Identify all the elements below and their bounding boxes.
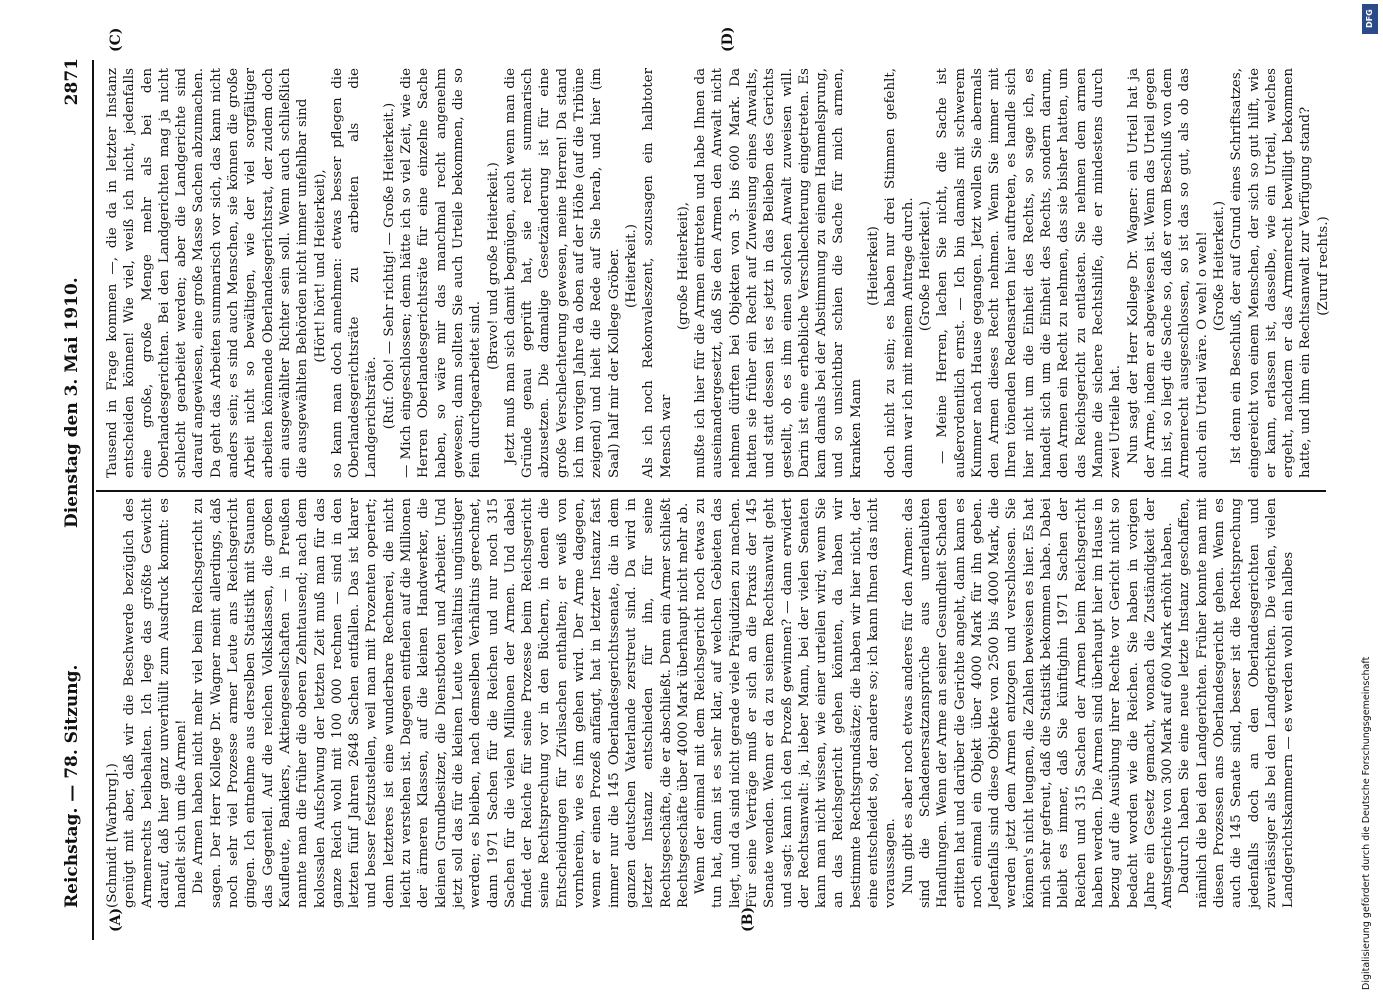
paragraph: (Schmidt [Warburg].) [105,763,120,908]
paragraph: Tausend in Frage kommen —, die da in letzter Instanz entscheiden können! Wie viel, weiß ich nicht, jedenfalls eine große, große Menge mehr als bei den Oberlandesgerichten. Bei den Landgerichten mag ja nicht schlecht gearbeitet werden; aber die Landgerichte sind darauf angewiesen, eine große Masse Sachen abzumachen. Da geht das Arbeiten summarisch vor sich, das kann nicht anders sein; es sind auch Menschen, sie können die große Arbeit nicht so bewältigen, wie der viel sorgfältiger arbeiten könnende Oberlandesgerichtsrat, der zudem doch ein ausgewählter Richter sein soll. Wenn auch schließlich die ausgewählten Behörden nicht immer unfehlbar sind [105,68,311,478]
paragraph: Nun gibt es aber noch etwas anderes für den Armen: das sind die Schadenersatzansprüche aus unerlaubten Handlungen. Wenn der Arme an seiner Gesundheit Schaden erlitten hat und darüber die Gerichte angeht, dann kann es noch einmal ein Objekt über 4000 Mark für ihn geben. Jedenfalls sind diese Objekte von 2500 bis 4000 Mark, die werden jetzt dem Armen entzogen und verschlossen. Sie können's nicht leugnen, die Zahlen beweisen es hier. Es hat mich sehr gefreut, daß die Statistik bekommen habe. Dabei bleibt es immer, daß Sie künftighin 1971 Sachen der Reichen und 315 Sachen der Armen beim Reichsgericht haben werden. Die Armen sind überhaupt hier im Hause in bezug auf die Ausübung ihrer Rechte vor Gericht nicht so bedacht worden wie die Reichen. Sie haben in vorigen Jahre ein Gesetz gemacht, wonach die Zuständigkeit der Amtsgerichte von 300 Mark auf 600 Mark erhöht haben. [900,498,1176,908]
margin-marker-a: (A) [108,907,124,932]
dfg-logo: DFG [1362,4,1378,34]
interjection: (Große Heiterkeit.) [917,200,933,332]
paragraph: Als ich noch Rekonvaleszent, sozusagen ein halbtoter Mensch war [641,68,674,478]
margin-marker-d: (D) [720,26,736,52]
paragraph: — Meine Herren, lachen Sie nicht, die Sache ist außerordentlich ernst. — Ich bin damals mit schwerem Kummer nach Hause gegangen. Jetzt wollen Sie abermals den Armen dieses Recht nehmen. Wenn Sie immer mit Ihren tönenden Redensarten hier auftreten, es handle sich hier nicht um die Einheit des Rechts, so sage ich, es handelt sich um die Einheit des Rechts, sondern darum, den Armen ein Recht zu nehmen, das sie bisher hatten, um das Reichsgericht zu entlasten. Sie nehmen dem armen Manne die sichere Rechtshilfe, die er mindestens durch zwei Urteile hat. [935,68,1124,478]
interjection: (Hört! hört! und Heiterkeit), [312,169,328,363]
interjection: (Zuruf rechts.) [1315,216,1331,316]
paragraph: Jetzt muß man sich damit begnügen, auch wenn man die Gründe genau geprüft hat, sie recht summarisch abzusetzen. Die damalige Gesetzänderung ist für eine große Verschlechterung gewesen, meine Herren! Da stand ich im vorigen Jahre da oben auf der Höhe (auf die Tribüne zeigend) und hielt die Rede auf Sie herab, und hier (im Saal) half mir der Kollege Gröber. [502,68,622,478]
header-rule [92,60,94,940]
paragraph: Wenn der einmal mit dem Reichsgericht noch etwas zu tun hat, dann ist es sehr klar, auf welchen Gebieten das liegt, und da sind nicht gerade viele Präjudizien zu machen. Für seine Verträge muß er sich an die Praxis der 145 Senate wenden. Wenn er da zu seinem Rechtsanwalt geht und sagt: kann ich den Prozeß gewinnen? — dann erwidert der Rechtsanwalt: ja, lieber Mann, bei der vielen Senaten kann man nicht wissen, wie einer urteilen wird; wenn Sie an das Reichsgericht gehen könnten, da haben wir bestimmte Rechtsgrundsätze; die haben wir hier nicht, der eine entscheidet so, der andere so; ich kann Ihnen das nicht voraussagen. [693,498,899,908]
paragraph: genügt mit aber, daß wir die Beschwerde bezüglich des Armenrechts beibehalten. Ich lege das größte Gewicht darauf, daß hier ganz unverhüllt zum Ausdruck kommt: es handelt sich um die Armen! [122,498,190,908]
paragraph: Die Armen haben nicht mehr viel beim Reichsgericht zu sagen. Der Herr Kollege Dr. Wagner meint allerdings, daß noch sehr viel Prozesse armer Leute ans Reichsgericht gingen. Ich entnehme aus derselben Statistik mit Staunen das Gegenteil. Auf die reichen Volksklassen, die großen Kaufleute, Bankiers, Aktiengesellschaften — in Preußen nannte man die früher die oberen Zehntausend; nach dem kolossalen Aufschwung der letzten Zeit muß man für das ganze Reich wohl mit 100 000 rechnen — sind in den letzten fünf Jahren 2648 Sachen entfallen. Das ist klarer und besser festzustellen, weil man mit Prozenten operiert; denn letzteres ist eine wunderbare Rechnerei, die nicht leicht zu verstehen ist. Dagegen entfielen auf die Millionen der ärmeren Klassen, auf die kleinen Handwerker, die kleinen Grundbesitzer, die Dienstboten und Arbeiter. Und jetzt soll das für die kleinen Leute verhältnis ungünstiger werden; es bleiben, nach demselben Verhältnis gerechnet, dann 1971 Sachen für die Reichen und nur noch 315 Sachen für die vielen Millionen der Armen. Und dabei findet der Reiche für seine Prozesse beim Reichsgericht seine Rechtsprechung vor in den Büchern, in denen die Entscheidungen für Zivilsachen enthalten; er weiß von vornherein, wie es ihm gehen wird. Der Arme dagegen, wenn er einen Prozeß anfängt, hat in letzter Instanz fast immer nur die 145 Oberlandesgerichtssenate, die in dem ganzen deutschen Vaterlande zerstreut sind. Da wird in letzter Instanz entschieden für ihn, für seine Rechtsgeschäfte, die er abschließt. Denn ein Armer schließt Rechtsgeschäfte über 4000 Mark überhaupt nicht mehr ab. [191,498,691,908]
paragraph: Nun sagt der Herr Kollege Dr. Wagner: ein Urteil hat ja der Arme, indem er abgewiesen ist. Wenn das Urteil gegen ihn ist, so liegt die Sache so, daß er vom Beschluß von dem Armenrecht ausgeschlossen, so ist das so gut, als ob das auch ein Urteil wäre. O weh! o weh! [1125,68,1210,478]
page-header [56,48,88,948]
paragraph: Ist denn ein Beschluß, der auf Grund eines Schriftsatzes, eingereicht von einem Menschen, der sich so gut hilft, wie er kann, erlassen ist, dasselbe, wie ein Urteil, welches ergeht, nachdem er das Armenrecht bewilligt bekommen hatte, und ihm ein Rechtsanwalt zur Verfügung stand? [1229,68,1314,478]
interjection: (Heiterkeit) [866,226,882,306]
paragraph: mußte ich hier für die Armen eintreten und habe Ihnen da auseinandergesetzt, daß Sie den Armen den Anwalt nicht nehmen dürften bei Objekten von 3- bis 600 Mark. Da hatten sie früher ein Recht auf Zuweisung eines Anwalts, und statt dessen ist es jetzt in das Belieben des Gerichts gestellt, ob es ihm einen solchen Anwalt zuweisen will. Darin ist eine erhebliche Verschlechterung eingetreten. Es kam damals bei der Abstimmung zu einem Hammelsprung, und so unsichtbar schien die Sache für mich armen, kranken Mann [693,68,864,478]
margin-marker-c: (C) [108,27,124,52]
interjection: (Heiterkeit.) [623,224,639,308]
margin-marker-b: (B) [740,906,756,932]
header-date: Dienstag den 3. Mai 1910. [62,277,82,528]
paragraph: — Mich eingeschlossen; denn hätte ich so viel Zeit, wie die Herren Oberlandesgerichtsräte für eine einzelne Sache haben, so wäre mir das manchmal recht angenehm gewesen; dann sollten Sie auch Urteile bekommen, die so fein durchgearbeitet sind. [399,68,484,478]
right-text-column [104,68,1331,478]
paragraph: so kann man doch annehmen: etwas besser pflegen die Oberlandesgerichtsräte zu arbeiten als die Landgerichtsräte. [329,68,380,478]
interjection: (Große Heiterkeit.) [1212,200,1227,332]
left-text-column [104,498,1314,908]
paragraph: doch nicht zu sein; es haben nur drei Stimmen gefehlt, dann war ich mit meinem Antrage durch. [883,68,916,478]
page-number: 2871 [62,58,82,106]
digitization-note: Digitalisierung gefördert durch die Deutsche Forschungsgemeinschaft [1361,656,1372,990]
interjection: (Ruf: Oho! — Sehr richtig! — Große Heiterkeit.) [381,102,397,430]
column-divider [96,490,1326,492]
header-session: Reichstag. — 78. Sitzung. [62,664,82,908]
interjection: (große Heiterkeit), [675,201,691,331]
paragraph: Dadurch haben Sie eine neue letzte Instanz geschaffen, nämlich die bei den Landgerichten. Früher konnte man mit diesen Prozessen ans Oberlandesgericht gehen. Wenn es auch die 145 Senate sind, besser ist die Rechtsprechung jedenfalls doch an den Oberlandesgerichten und zuverlässiger als bei den Landgerichten. Die vielen, vielen Landgerichtskammern — es werden wohl ein halbes [1177,498,1297,908]
interjection: (Bravo! und große Heiterkeit.) [485,162,501,370]
